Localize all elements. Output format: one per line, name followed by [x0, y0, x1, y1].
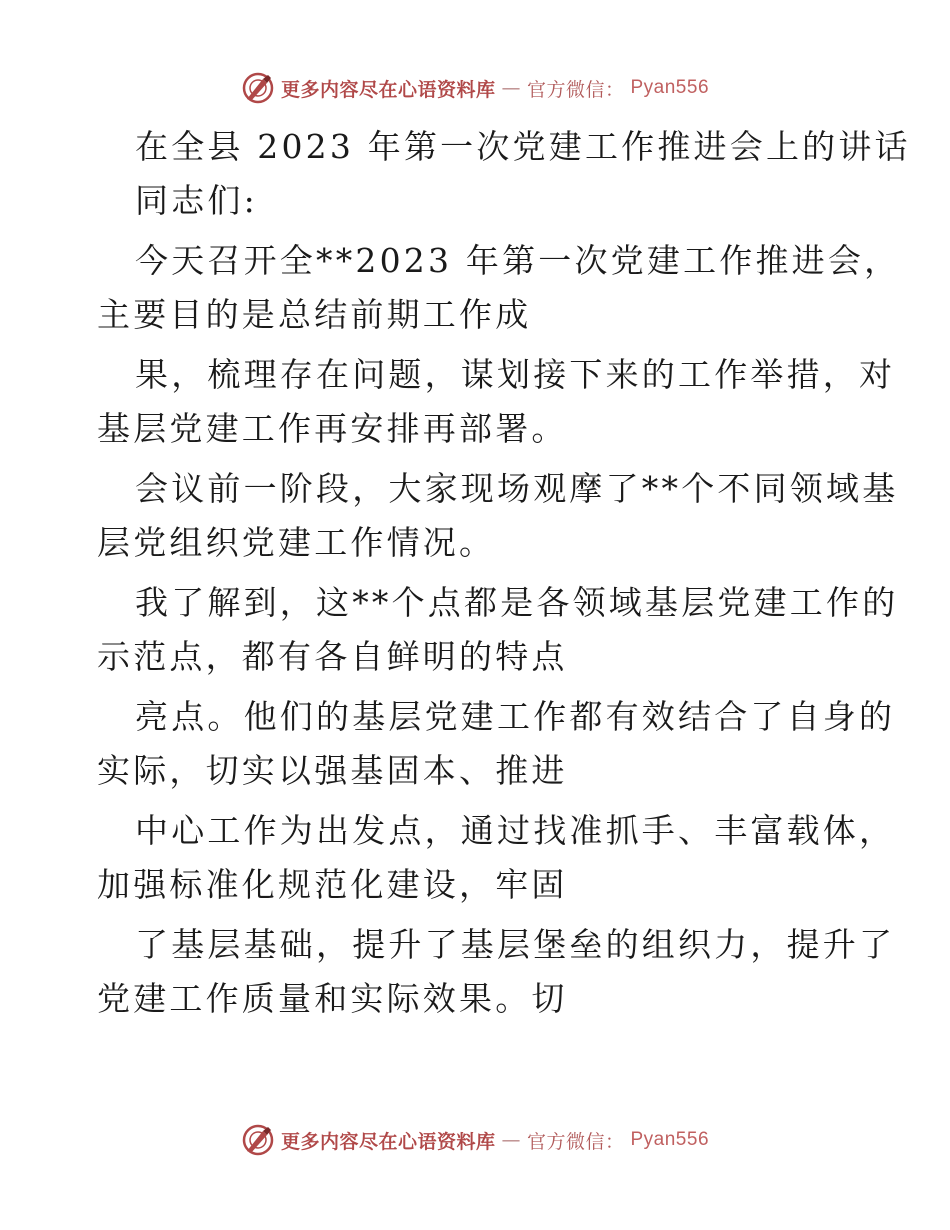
- paragraph-line: 主要目的是总结前期工作成: [97, 294, 532, 334]
- watermark-site-text: 更多内容尽在心语资料库: [280, 1130, 496, 1153]
- watermark-wechat-label: 官方微信：: [526, 1130, 625, 1153]
- paragraph-line: 今天召开全**2023 年第一次党建工作推进会，: [135, 241, 901, 280]
- watermark-banner-top: [0, 68, 950, 108]
- paragraph-line: 会议前一阶段，大家现场观摩了**个不同领域基: [135, 469, 899, 508]
- salutation: 同志们:: [135, 180, 258, 220]
- paragraph-line: 亮点。他们的基层党建工作都有效结合了自身的: [135, 697, 896, 736]
- watermark-banner-bottom: [0, 1120, 950, 1160]
- watermark-dash: —: [501, 1129, 521, 1151]
- pen-logo-icon: [241, 71, 275, 105]
- watermark-wechat-id: Pyan556: [630, 1129, 710, 1150]
- document-body: [97, 120, 911, 1025]
- watermark-wechat-id: Pyan556: [630, 77, 710, 98]
- watermark-wechat-label: 官方微信：: [526, 78, 625, 101]
- paragraph-line: 基层党建工作再安排再部署。: [97, 408, 568, 448]
- pen-logo-icon: [241, 1123, 275, 1157]
- paragraph-line: 层党组织党建工作情况。: [97, 522, 496, 562]
- paragraph-line: 实际，切实以强基固本、推进: [97, 750, 568, 790]
- paragraph-line: 了基层基础，提升了基层堡垒的组织力，提升了: [135, 925, 896, 964]
- paragraph-line: 果，梳理存在问题，谋划接下来的工作举措，对: [135, 355, 896, 394]
- paragraph-line: 中心工作为出发点，通过找准抓手、丰富载体，: [135, 811, 896, 850]
- paragraph-line: 党建工作质量和实际效果。切: [97, 978, 568, 1018]
- watermark-site-text: 更多内容尽在心语资料库: [280, 78, 496, 101]
- watermark-dash: —: [501, 77, 521, 99]
- paragraph-line: 我了解到，这**个点都是各领域基层党建工作的: [135, 583, 899, 622]
- paragraph-line: 加强标准化规范化建设，牢固: [97, 864, 568, 904]
- paragraph-line: 示范点，都有各自鲜明的特点: [97, 636, 568, 676]
- document-title: 在全县 2023 年第一次党建工作推进会上的讲话: [135, 127, 911, 166]
